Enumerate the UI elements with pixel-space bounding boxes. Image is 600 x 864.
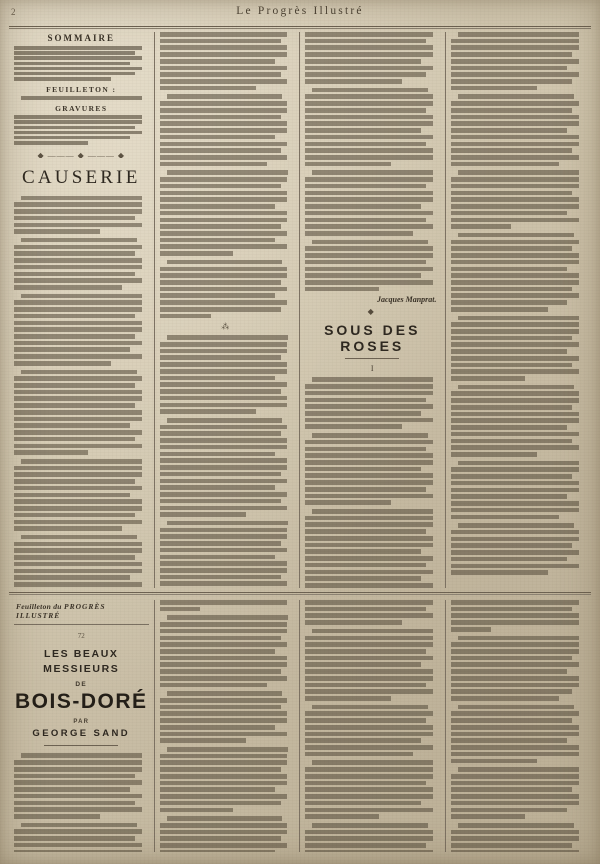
- feuilleton-header: [16, 602, 149, 620]
- causerie-paragraph: [160, 32, 295, 90]
- feuilleton-installment-number: 72: [77, 632, 85, 640]
- sous-des-roses-paragraph: [305, 377, 440, 429]
- feuilleton-header-rule: [14, 624, 149, 625]
- article-title-rule: [345, 358, 399, 359]
- causerie-paragraph: [160, 94, 295, 166]
- article-signature-causerie: Jacques Manprat.: [376, 295, 437, 305]
- sous-des-roses-paragraph: [451, 233, 587, 312]
- feuilleton-dialogue-paragraph: [160, 615, 295, 687]
- feuilleton-dialogue-paragraph: [451, 636, 587, 701]
- column-3: [300, 32, 446, 588]
- causerie-paragraph: [160, 418, 295, 517]
- column-4: [446, 32, 592, 588]
- sommaire-entries: [14, 46, 149, 81]
- feuilleton-dialogue-paragraph: [305, 823, 440, 852]
- feuilleton-title-line-1: LES BEAUX MESSIEURS: [43, 648, 120, 676]
- feuilleton-rule-primary: [9, 592, 591, 593]
- feuilleton-paragraph: [451, 600, 587, 632]
- sous-des-roses-paragraph: [451, 94, 587, 166]
- causerie-paragraph: [305, 170, 440, 235]
- sous-des-roses-paragraph: [451, 170, 587, 228]
- section-ornament: ◆: [367, 307, 377, 317]
- feuilleton-paragraph: [14, 823, 149, 852]
- causerie-paragraph: [160, 260, 295, 318]
- feuilleton-dialogue-paragraph: [305, 629, 440, 701]
- sommaire-feuilleton-entry: [14, 96, 149, 100]
- article-section-number: I: [370, 364, 374, 374]
- main-columns: [9, 32, 591, 588]
- masthead-rule-primary: [9, 26, 591, 27]
- feuilleton-column-4: [446, 600, 592, 852]
- feuilleton-column-1: [9, 600, 155, 852]
- causerie-paragraph: [305, 240, 440, 292]
- column-1: [9, 32, 155, 588]
- feuilleton-section: [9, 600, 591, 852]
- feuilleton-dialogue-paragraph: [305, 760, 440, 818]
- causerie-paragraph: [14, 294, 149, 366]
- feuilleton-byline-label: PAR: [73, 719, 90, 726]
- feuilleton-dialogue-paragraph: [451, 823, 587, 852]
- sommaire-gravures-heading: GRAVURES: [55, 103, 108, 113]
- sous-des-roses-paragraph: [451, 461, 587, 519]
- feuilleton-paragraph: [14, 753, 149, 818]
- article-title-causerie: CAUSERIE: [22, 166, 141, 188]
- causerie-paragraph: [14, 459, 149, 531]
- feuilleton-paragraph: [160, 600, 295, 611]
- feuilleton-paragraph: [305, 600, 440, 625]
- sommaire-block: [14, 33, 149, 158]
- sous-des-roses-paragraph: [451, 316, 587, 381]
- sous-des-roses-paragraph: [451, 385, 587, 457]
- feuilleton-dialogue-paragraph: [451, 767, 587, 819]
- causerie-paragraph: [160, 335, 295, 414]
- masthead: [9, 4, 591, 24]
- article-title-sous-des-roses: SOUS DES ROSES: [324, 322, 421, 355]
- feuilleton-dialogue-paragraph: [160, 747, 295, 812]
- feuilleton-title-rule: [44, 745, 118, 746]
- feuilleton-dialogue-paragraph: [305, 705, 440, 757]
- sous-des-roses-paragraph: [305, 433, 440, 505]
- sous-des-roses-paragraph: [451, 32, 587, 90]
- causerie-paragraph: [14, 196, 149, 234]
- feuilleton-rule-secondary: [9, 594, 591, 595]
- causerie-paragraph: [14, 370, 149, 455]
- causerie-paragraph: [305, 88, 440, 167]
- feuilleton-dialogue-paragraph: [451, 705, 587, 763]
- feuilleton-header-paper: PROGRÈS ILLUSTRÉ: [16, 602, 106, 620]
- feuilleton-dialogue-paragraph: [160, 816, 295, 852]
- newspaper-title: Le Progrès Illustré: [236, 5, 364, 17]
- feuilleton-column-3: [300, 600, 446, 852]
- sous-des-roses-paragraph: [451, 523, 587, 575]
- causerie-paragraph: [14, 535, 149, 588]
- masthead-rule-secondary: [9, 28, 591, 29]
- sommaire-heading: SOMMAIRE: [47, 33, 115, 43]
- ornament-divider: ◆ ——— ◆ ——— ◆: [37, 150, 125, 158]
- page-folio-number: 2: [11, 7, 16, 17]
- causerie-paragraph: [160, 521, 295, 588]
- feuilleton-title-connector: DE: [75, 681, 88, 689]
- feuilleton-header-prefix: Feuilleton du: [16, 602, 62, 611]
- sous-des-roses-paragraph: [305, 509, 440, 588]
- causerie-paragraph: [160, 170, 295, 255]
- sommaire-feuilleton-heading: FEUILLETON :: [46, 84, 117, 94]
- feuilleton-author: GEORGE SAND: [32, 728, 131, 740]
- paragraph-ornament-asterisks: ⁂: [221, 322, 233, 332]
- feuilleton-title-line-2: BOIS-DORÉ: [14, 690, 148, 714]
- causerie-paragraph: [305, 32, 440, 84]
- feuilleton-column-2: [155, 600, 301, 852]
- column-2: [155, 32, 301, 588]
- causerie-paragraph: [14, 238, 149, 290]
- sommaire-gravures-entries: [14, 115, 149, 144]
- feuilleton-dialogue-paragraph: [160, 691, 295, 743]
